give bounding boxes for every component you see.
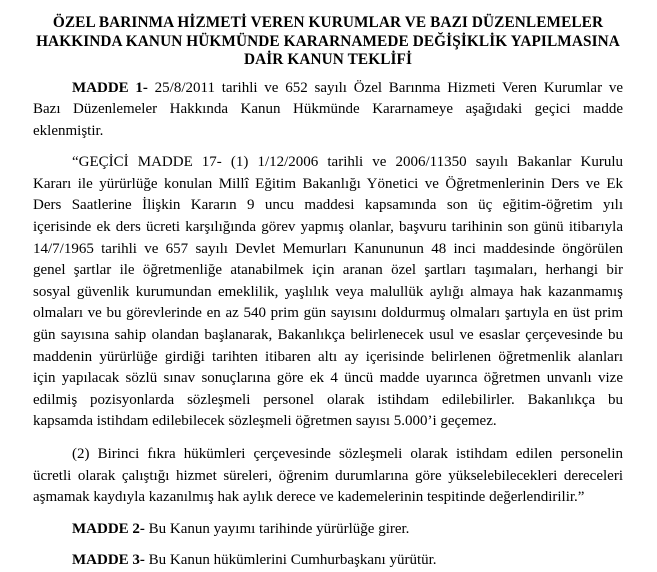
provisional-line-12: edilmiş pozisyonlarda sözleşmeli personel olarak istihdam edilebilirler. Bakanlıkça bu <box>33 391 623 408</box>
paragraph-2-line-2: ücretli olarak çalıştığı hizmet süreleri, öğrenim durumlarına göre yükselebilecekleri dereceleri <box>33 467 623 484</box>
article-1-line-3: eklenmiştir. <box>33 122 104 139</box>
document-title <box>33 14 623 70</box>
article-3-label: MADDE 3- <box>72 552 145 569</box>
paragraph-2-line-3: aşmamak kaydıyla kazanılmış hak aylık derece ve kademelerinin tespitinde değerlendirilir.” <box>33 489 585 506</box>
provisional-line-1: “GEÇİCİ MADDE 17- (1) 1/12/2006 tarihli ve 2006/11350 sayılı Bakanlar Kurulu <box>72 154 623 171</box>
article-1 <box>33 78 623 143</box>
provisional-line-9: gün sayısına sahip olandan başlanarak, Bakanlıkça belirlenecek usul ve esaslar çerçevesinde bu <box>33 327 623 344</box>
provisional-line-4: içerisinde ek ders ücreti karşılığında görev yapmış olanlar, başvuru tarihinin son günü itibarıyla <box>33 219 623 236</box>
article-1-line-1: 25/8/2011 tarihli ve 652 sayılı Özel Barınma Hizmeti Veren Kurumlar ve <box>147 79 623 96</box>
paragraph-2 <box>33 444 623 509</box>
provisional-line-2: Kararı ile yürürlüğe konulan Millî Eğitim Bakanlığı Yönetici ve Öğretmenlerinin Ders ve Ek <box>33 175 623 192</box>
article-3-text: Bu Kanun hükümlerini Cumhurbaşkanı yürütür. <box>144 552 437 569</box>
article-3 <box>33 550 623 572</box>
provisional-line-8: olmaları ve bu görevlerinde en az 540 prim gün sayısını doldurmuş olmaları şartıyla en üst prim <box>33 305 623 322</box>
article-2 <box>33 519 623 541</box>
article-2-label: MADDE 2- <box>72 520 145 537</box>
provisional-line-3: Ders Saatlerine İlişkin Kararın 9 uncu maddesi kapsamında son üç eğitim-öğretim yılı <box>33 197 623 214</box>
article-1-label: MADDE 1- <box>72 79 148 96</box>
article-2-text: Bu Kanun yayımı tarihinde yürürlüğe girer. <box>144 520 410 537</box>
title-line-3: DAİR KANUN TEKLİFİ <box>243 51 413 68</box>
provisional-line-7: sosyal güvenlik kurumundan emeklilik, yaşlılık veya malullük aylığı almaya hak kazanmamış <box>33 283 623 300</box>
article-1-line-2: Bazı Düzenlemeler Hakkında Kanun Hükmünde Kararnameye aşağıdaki geçici madde <box>33 101 623 118</box>
title-line-2: HAKKINDA KANUN HÜKMÜNDE KARARNAMEDE DEĞİŞİKLİK YAPILMASINA <box>36 32 620 50</box>
paragraph-2-line-1: (2) Birinci fıkra hükümleri çerçevesinde sözleşmeli olarak istihdam edilen personelin <box>72 446 623 462</box>
title-line-1: ÖZEL BARINMA HİZMETİ VEREN KURUMLAR VE BAZI DÜZENLEMELER <box>52 14 604 31</box>
provisional-line-6: genel şartlar ile öğretmenliğe atanabilmek için aranan özel şartları taşımaları, herhangi bir <box>33 262 623 279</box>
provisional-line-10: maddenin yürürlüğe girdiği tarihten itibaren altı ay içerisinde belirlenen öğretmenlik alanları <box>33 348 623 365</box>
provisional-line-11: için yapılacak sözlü sınav sonuçlarına göre ek 4 üncü madde uyarınca öğretmen unvanlı vize <box>33 370 623 387</box>
provisional-article-17 <box>33 152 623 433</box>
provisional-line-5: 14/7/1965 tarihli ve 657 sayılı Devlet Memurları Kanununun 48 inci maddesinde öngörülen <box>33 240 623 257</box>
provisional-line-13: kapsamda istihdam edilebilecek sözleşmeli öğretmen sayısı 5.000’i geçemez. <box>33 413 497 430</box>
